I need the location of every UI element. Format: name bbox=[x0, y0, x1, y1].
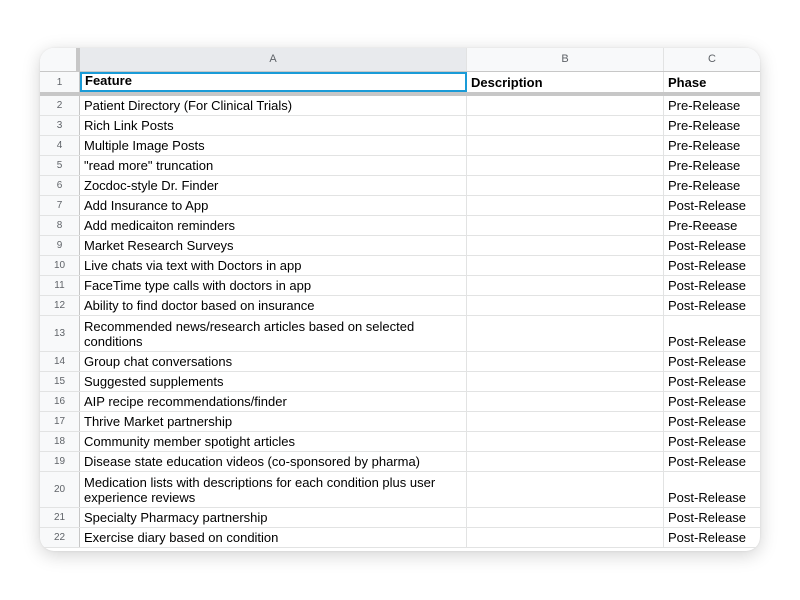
feature-cell[interactable]: Patient Directory (For Clinical Trials) bbox=[80, 96, 467, 115]
row-number[interactable]: 3 bbox=[40, 116, 80, 135]
row-number[interactable]: 10 bbox=[40, 256, 80, 275]
row-number[interactable]: 20 bbox=[40, 472, 80, 507]
description-cell[interactable] bbox=[467, 392, 664, 411]
table-row bbox=[40, 392, 760, 412]
table-row bbox=[40, 156, 760, 176]
feature-cell[interactable]: Recommended news/research articles based on selected conditions bbox=[80, 316, 467, 351]
feature-cell[interactable]: Suggested supplements bbox=[80, 372, 467, 391]
table-row bbox=[40, 412, 760, 432]
description-cell[interactable] bbox=[467, 116, 664, 135]
column-header-b[interactable]: B bbox=[467, 48, 664, 71]
phase-cell[interactable]: Post-Release bbox=[668, 490, 747, 505]
description-cell[interactable] bbox=[467, 472, 664, 507]
phase-cell[interactable]: Pre-Release bbox=[668, 98, 741, 113]
row-number[interactable]: 12 bbox=[40, 296, 80, 315]
table-row bbox=[40, 136, 760, 156]
cell-b1-description-header[interactable]: Description bbox=[467, 72, 664, 92]
cell-a1-feature-header[interactable]: Feature bbox=[80, 72, 467, 92]
row-number[interactable]: 2 bbox=[40, 96, 80, 115]
feature-cell[interactable]: "read more" truncation bbox=[80, 156, 467, 175]
description-cell[interactable] bbox=[467, 236, 664, 255]
table-row bbox=[40, 472, 760, 508]
description-cell[interactable] bbox=[467, 196, 664, 215]
table-row bbox=[40, 452, 760, 472]
feature-cell[interactable]: Disease state education videos (co-sponsored by pharma) bbox=[80, 452, 467, 471]
table-row bbox=[40, 96, 760, 116]
description-cell[interactable] bbox=[467, 316, 664, 351]
column-header-a[interactable]: A bbox=[80, 48, 467, 71]
spreadsheet-card bbox=[40, 48, 760, 551]
table-row bbox=[40, 236, 760, 256]
row-number[interactable]: 17 bbox=[40, 412, 80, 431]
table-row bbox=[40, 372, 760, 392]
description-cell[interactable] bbox=[467, 352, 664, 371]
table-row bbox=[40, 508, 760, 528]
phase-cell[interactable]: Pre-Release bbox=[668, 178, 741, 193]
row-number[interactable]: 11 bbox=[40, 276, 80, 295]
phase-cell[interactable]: Pre-Release bbox=[668, 118, 741, 133]
feature-cell[interactable]: Group chat conversations bbox=[80, 352, 467, 371]
description-cell[interactable] bbox=[467, 432, 664, 451]
phase-cell[interactable]: Pre-Release bbox=[668, 138, 741, 153]
phase-cell[interactable]: Pre-Reease bbox=[668, 218, 738, 233]
row-number[interactable]: 14 bbox=[40, 352, 80, 371]
feature-cell[interactable]: Multiple Image Posts bbox=[80, 136, 467, 155]
phase-cell[interactable]: Post-Release bbox=[668, 258, 747, 273]
feature-cell[interactable]: Live chats via text with Doctors in app bbox=[80, 256, 467, 275]
phase-cell[interactable]: Post-Release bbox=[668, 334, 747, 349]
row-number[interactable]: 8 bbox=[40, 216, 80, 235]
description-cell[interactable] bbox=[467, 156, 664, 175]
description-cell[interactable] bbox=[467, 96, 664, 115]
phase-cell[interactable]: Post-Release bbox=[668, 510, 747, 525]
phase-cell[interactable]: Post-Release bbox=[668, 374, 747, 389]
table-row bbox=[40, 176, 760, 196]
row-number[interactable]: 22 bbox=[40, 528, 80, 547]
row-number[interactable]: 5 bbox=[40, 156, 80, 175]
phase-cell[interactable]: Post-Release bbox=[668, 414, 747, 429]
feature-cell[interactable]: AIP recipe recommendations/finder bbox=[80, 392, 467, 411]
feature-cell[interactable]: FaceTime type calls with doctors in app bbox=[80, 276, 467, 295]
row-number[interactable]: 1 bbox=[40, 72, 80, 92]
phase-cell[interactable]: Post-Release bbox=[668, 394, 747, 409]
row-number[interactable]: 16 bbox=[40, 392, 80, 411]
feature-cell[interactable]: Add Insurance to App bbox=[80, 196, 467, 215]
row-number[interactable]: 15 bbox=[40, 372, 80, 391]
table-row bbox=[40, 116, 760, 136]
phase-cell[interactable]: Post-Release bbox=[668, 434, 747, 449]
description-cell[interactable] bbox=[467, 372, 664, 391]
description-cell[interactable] bbox=[467, 452, 664, 471]
table-row bbox=[40, 256, 760, 276]
row-number[interactable]: 9 bbox=[40, 236, 80, 255]
phase-cell[interactable]: Post-Release bbox=[668, 298, 747, 313]
spreadsheet-grid bbox=[40, 48, 760, 548]
row-number[interactable]: 4 bbox=[40, 136, 80, 155]
phase-cell[interactable]: Post-Release bbox=[668, 278, 747, 293]
data-rows bbox=[40, 96, 760, 548]
row-number[interactable]: 19 bbox=[40, 452, 80, 471]
description-cell[interactable] bbox=[467, 528, 664, 547]
feature-cell[interactable]: Community member spotight articles bbox=[80, 432, 467, 451]
cell-c1-phase-header[interactable]: Phase bbox=[668, 75, 707, 90]
feature-cell[interactable]: Add medicaiton reminders bbox=[80, 216, 467, 235]
feature-cell[interactable]: Thrive Market partnership bbox=[80, 412, 467, 431]
feature-cell[interactable]: Exercise diary based on condition bbox=[80, 528, 467, 547]
description-cell[interactable] bbox=[467, 136, 664, 155]
description-cell[interactable] bbox=[467, 412, 664, 431]
phase-cell[interactable]: Post-Release bbox=[668, 354, 747, 369]
phase-cell[interactable]: Post-Release bbox=[668, 530, 747, 545]
table-row bbox=[40, 296, 760, 316]
feature-cell[interactable]: Specialty Pharmacy partnership bbox=[80, 508, 467, 527]
phase-cell[interactable]: Pre-Release bbox=[668, 158, 741, 173]
description-cell[interactable] bbox=[467, 296, 664, 315]
table-row bbox=[40, 196, 760, 216]
phase-cell[interactable]: Post-Release bbox=[668, 198, 747, 213]
feature-cell[interactable]: Ability to find doctor based on insurance bbox=[80, 296, 467, 315]
column-header-row bbox=[40, 48, 760, 72]
table-row bbox=[40, 528, 760, 548]
table-row bbox=[40, 276, 760, 296]
description-cell[interactable] bbox=[467, 176, 664, 195]
description-cell[interactable] bbox=[467, 276, 664, 295]
column-header-c[interactable]: C bbox=[664, 48, 760, 71]
feature-cell[interactable]: Market Research Surveys bbox=[80, 236, 467, 255]
table-row bbox=[40, 216, 760, 236]
feature-cell[interactable]: Medication lists with descriptions for each condition plus user experience reviews bbox=[80, 472, 467, 507]
row-number[interactable]: 7 bbox=[40, 196, 80, 215]
phase-cell[interactable]: Post-Release bbox=[668, 454, 747, 469]
description-cell[interactable] bbox=[467, 216, 664, 235]
select-all-corner[interactable] bbox=[40, 48, 80, 71]
description-cell[interactable] bbox=[467, 508, 664, 527]
row-number[interactable]: 21 bbox=[40, 508, 80, 527]
header-data-row bbox=[40, 72, 760, 96]
feature-cell[interactable]: Zocdoc-style Dr. Finder bbox=[80, 176, 467, 195]
row-number[interactable]: 6 bbox=[40, 176, 80, 195]
description-cell[interactable] bbox=[467, 256, 664, 275]
table-row bbox=[40, 432, 760, 452]
table-row bbox=[40, 316, 760, 352]
row-number[interactable]: 18 bbox=[40, 432, 80, 451]
phase-cell[interactable]: Post-Release bbox=[668, 238, 747, 253]
table-row bbox=[40, 352, 760, 372]
feature-cell[interactable]: Rich Link Posts bbox=[80, 116, 467, 135]
row-number[interactable]: 13 bbox=[40, 316, 80, 351]
